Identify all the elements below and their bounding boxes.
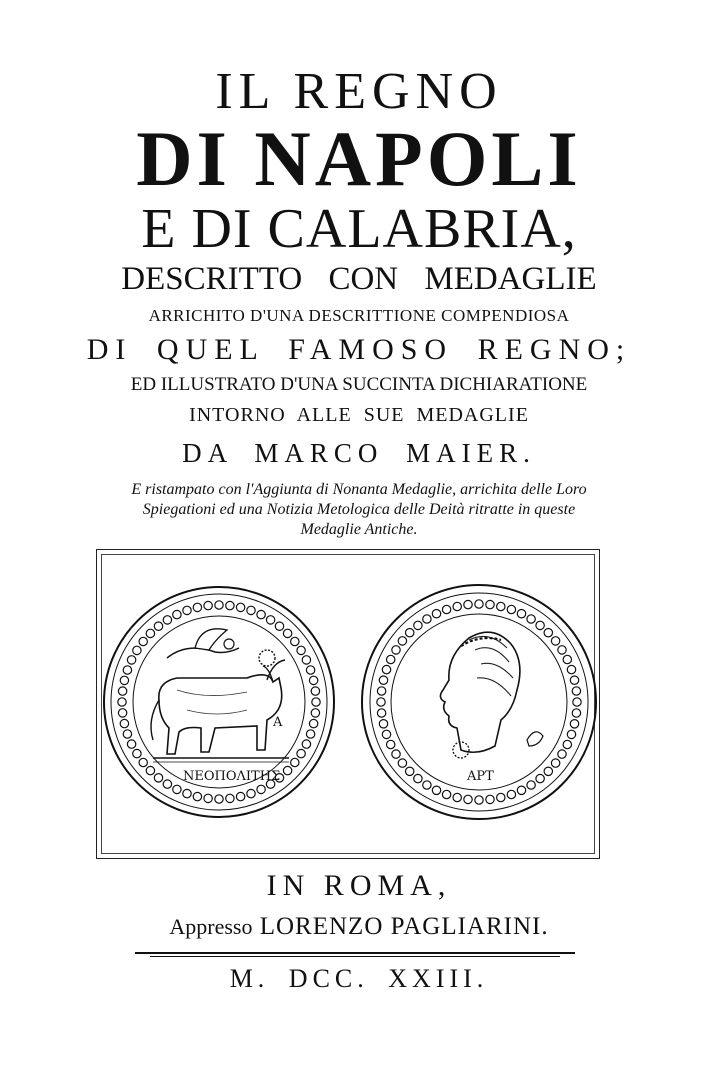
coin-bead xyxy=(486,600,494,608)
coin-bead xyxy=(414,774,422,782)
coin-bead xyxy=(442,790,450,798)
coin-bead xyxy=(283,629,291,637)
coin-bead xyxy=(291,758,299,766)
coin-bead xyxy=(392,750,400,758)
imprint-publisher xyxy=(0,912,718,942)
coin-bead xyxy=(311,687,319,695)
coin-bead xyxy=(297,646,305,654)
coin-bead xyxy=(204,601,212,609)
coin-bead xyxy=(567,730,575,738)
coin-bead xyxy=(120,719,128,727)
coin-bead xyxy=(544,767,552,775)
coin-bead xyxy=(570,720,578,728)
title-line-1: IL REGNO xyxy=(215,63,503,120)
coin-bead xyxy=(312,698,320,706)
coin-bead xyxy=(398,759,406,767)
coin-bead xyxy=(527,615,535,623)
coin-bead xyxy=(464,600,472,608)
coin-bead xyxy=(226,601,234,609)
author-line: DA MARCO MAIER. xyxy=(182,438,536,468)
coin-bead xyxy=(118,709,126,717)
coin-bead xyxy=(236,792,244,800)
coin-bead xyxy=(423,615,431,623)
coin-bead xyxy=(123,730,131,738)
coin-bead xyxy=(133,749,141,757)
coin-bead xyxy=(406,629,414,637)
coin-bead xyxy=(133,646,141,654)
coins-illustration xyxy=(97,550,601,860)
title-line-6: DI QUEL FAMOSO REGNO; xyxy=(86,333,632,366)
coin-bead xyxy=(247,789,255,797)
coin-bead xyxy=(146,766,154,774)
imprint-rule-thin xyxy=(150,956,560,957)
coin-bead xyxy=(414,621,422,629)
coin-bead xyxy=(193,603,201,611)
coin-bead xyxy=(377,709,385,717)
coin-bead xyxy=(139,758,147,766)
coin-bead xyxy=(497,793,505,801)
coin-bead xyxy=(247,606,255,614)
coin-bead xyxy=(266,616,274,624)
edition-note-line-1: E ristampato con l'Aggiunta di Nonanta Medaglie, arrichita delle Loro xyxy=(131,481,587,498)
coin-bead xyxy=(551,759,559,767)
title-line-8: INTORNO ALLE SUE MEDAGLIE xyxy=(189,404,529,426)
coin-bead xyxy=(563,740,571,748)
coin-bead xyxy=(275,622,283,630)
coin-bead xyxy=(567,665,575,673)
coin-bead xyxy=(193,792,201,800)
coin-bead xyxy=(544,629,552,637)
coin-bead xyxy=(486,795,494,803)
coin-bead xyxy=(309,719,317,727)
left-coin-legend: ΝΕΟΠΟΛΙΤΗΣ xyxy=(183,769,281,784)
coin-bead xyxy=(392,646,400,654)
coin-bead xyxy=(283,766,291,774)
right-coin xyxy=(362,585,596,819)
right-coin-legend: APT xyxy=(467,769,494,784)
publisher-prefix: Appresso xyxy=(169,914,253,939)
coin-bead xyxy=(507,790,515,798)
coin-bead xyxy=(127,740,135,748)
coin-bead xyxy=(379,676,387,684)
coin-bead xyxy=(302,656,310,664)
coin-bead xyxy=(572,687,580,695)
title-line-7: ED ILLUSTRATO D'UNA SUCCINTA DICHIARATIONE xyxy=(130,374,588,395)
coin-bead xyxy=(118,687,126,695)
coin-bead xyxy=(127,656,135,664)
coin-bead xyxy=(475,796,483,804)
coin-bead xyxy=(123,666,131,674)
coin-bead xyxy=(387,740,395,748)
coin-bead xyxy=(563,655,571,663)
coin-bead xyxy=(572,709,580,717)
coin-bead xyxy=(536,774,544,782)
coin-bead xyxy=(464,795,472,803)
coin-bead xyxy=(382,665,390,673)
coin-bead xyxy=(497,602,505,610)
coin-bead xyxy=(120,676,128,684)
edition-note-line-3: Medaglie Antiche. xyxy=(300,521,418,538)
coin-bead xyxy=(297,749,305,757)
coin-bead xyxy=(573,698,581,706)
coin-bead xyxy=(311,709,319,717)
coin-bead xyxy=(215,795,223,803)
coin-bead xyxy=(146,629,154,637)
coin-bead xyxy=(570,676,578,684)
coin-bead xyxy=(309,676,317,684)
coin-bead xyxy=(475,600,483,608)
coin-bead xyxy=(154,774,162,782)
coin-bead xyxy=(257,610,265,618)
coin-bead xyxy=(377,687,385,695)
engraved-plate xyxy=(96,549,600,859)
left-coin xyxy=(104,587,334,817)
coin-bead xyxy=(183,789,191,797)
coin-bead xyxy=(432,610,440,618)
title-line-2: DI NAPOLI xyxy=(136,115,582,202)
coin-bead xyxy=(527,781,535,789)
coin-bead xyxy=(558,646,566,654)
imprint-rule xyxy=(135,952,575,954)
coin-bead xyxy=(558,750,566,758)
coin-bead xyxy=(398,637,406,645)
title-line-4: DESCRITTO CON MEDAGLIE xyxy=(121,261,597,297)
coin-bead xyxy=(406,767,414,775)
coin-bead xyxy=(226,794,234,802)
coin-bead xyxy=(118,698,126,706)
coin-bead xyxy=(453,793,461,801)
coin-bead xyxy=(387,655,395,663)
coin-bead xyxy=(204,794,212,802)
coin-bead xyxy=(183,606,191,614)
coin-bead xyxy=(379,720,387,728)
coin-bead xyxy=(306,666,314,674)
coin-bead xyxy=(291,637,299,645)
coin-bead xyxy=(257,785,265,793)
coin-bead xyxy=(163,616,171,624)
coin-bead xyxy=(536,621,544,629)
coin-bead xyxy=(173,610,181,618)
title-line-5: ARRICHITO D'UNA DESCRITTIONE COMPENDIOSA xyxy=(148,306,570,325)
coin-bead xyxy=(507,605,515,613)
coin-bead xyxy=(154,622,162,630)
imprint-city: IN ROMA, xyxy=(266,869,452,902)
coin-bead xyxy=(517,610,525,618)
coin-bead xyxy=(236,603,244,611)
coin-bead xyxy=(551,637,559,645)
coin-bead xyxy=(432,786,440,794)
coin-bead xyxy=(306,730,314,738)
coin-bead xyxy=(453,602,461,610)
coin-bead xyxy=(163,780,171,788)
coin-bead xyxy=(442,605,450,613)
publisher-name: LORENZO PAGLIARINI. xyxy=(259,913,549,940)
left-coin-mark: A xyxy=(273,715,283,730)
edition-note-line-2: Spiegationi ed una Notizia Metologica delle Deità ritratte in queste xyxy=(142,501,576,518)
coin-bead xyxy=(215,601,223,609)
coin-bead xyxy=(139,637,147,645)
coin-bead xyxy=(517,786,525,794)
coin-bead xyxy=(173,785,181,793)
coin-bead xyxy=(377,698,385,706)
imprint-year: M. DCC. XXIII. xyxy=(229,964,489,993)
coin-bead xyxy=(382,730,390,738)
coin-bead xyxy=(302,740,310,748)
coin-bead xyxy=(423,781,431,789)
title-line-3: E DI CALABRIA, xyxy=(141,198,577,260)
